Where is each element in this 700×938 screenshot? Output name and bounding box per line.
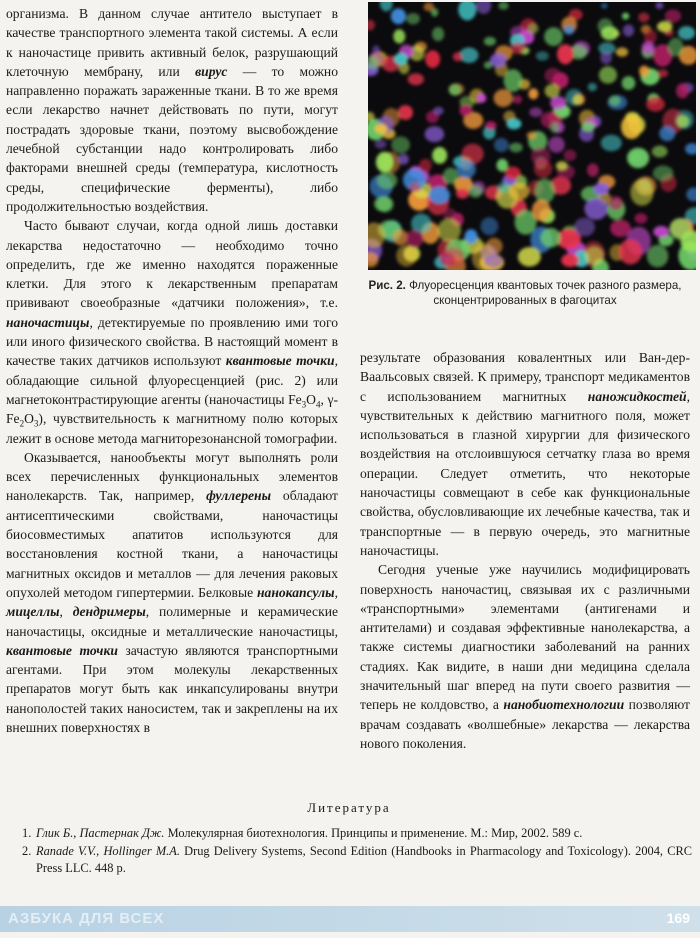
fluorescent-cell bbox=[424, 2, 435, 11]
fluorescent-cell bbox=[529, 107, 542, 117]
keyword: квантовые точки bbox=[225, 353, 335, 369]
fluorescent-cell bbox=[409, 182, 421, 192]
fluorescent-cell bbox=[550, 122, 560, 133]
fluorescent-cell bbox=[509, 143, 522, 153]
fluorescent-cell bbox=[572, 95, 581, 106]
fluorescence-micrograph bbox=[368, 2, 696, 270]
fluorescent-cell bbox=[638, 13, 649, 23]
fluorescent-cell bbox=[601, 3, 607, 9]
fluorescent-cell bbox=[584, 198, 608, 220]
fluorescent-cell bbox=[484, 37, 496, 46]
fluorescent-cell bbox=[391, 136, 410, 153]
figure-caption: Рис. 2. Флуоресценция квантовых точек разного размера, сконцентрированных в фагоцитах bbox=[368, 279, 682, 307]
fluorescent-cell bbox=[443, 168, 458, 185]
fluorescent-cell bbox=[557, 44, 574, 64]
fluorescent-cell bbox=[540, 228, 560, 248]
keyword: фуллерены bbox=[206, 488, 271, 504]
fluorescent-cell bbox=[545, 84, 560, 98]
reference-item: 2. Ranade V.V., Hollinger M.A. Drug Delivery Systems, Second Edition (Handbooks in Pharmacology and Toxicology). 2004, CRC Press LLC. 448 p. bbox=[22, 844, 693, 875]
fluorescent-cell bbox=[449, 84, 462, 96]
fluorescent-cell bbox=[459, 47, 478, 63]
fluorescent-cell bbox=[510, 42, 525, 54]
fluorescent-cell bbox=[574, 218, 595, 237]
keyword: наночастицы bbox=[6, 314, 90, 330]
figure-2 bbox=[360, 2, 690, 308]
reference-item: 1. Глик Б., Пастернак Дж. Молекулярная биотехнология. Принципы и применение. М.: Мир, 2002. 589 с. bbox=[22, 826, 583, 840]
fluorescent-cell bbox=[509, 182, 530, 200]
fluorescent-cell bbox=[556, 161, 568, 170]
fluorescent-cell bbox=[527, 23, 538, 34]
fluorescent-cell bbox=[593, 183, 609, 195]
fluorescent-cell bbox=[490, 53, 507, 67]
keyword: мицеллы bbox=[6, 604, 60, 620]
fluorescent-cell bbox=[406, 230, 424, 248]
fluorescent-cell bbox=[544, 27, 563, 46]
fluorescent-cell bbox=[432, 27, 444, 41]
fluorescent-cell bbox=[391, 8, 406, 24]
figure-label: Рис. 2. bbox=[368, 279, 406, 292]
fluorescent-cell bbox=[527, 132, 537, 140]
references-heading: Литература bbox=[307, 800, 391, 815]
fluorescent-cell bbox=[494, 138, 509, 152]
left-text-column bbox=[6, 4, 338, 737]
fluorescent-cell bbox=[639, 66, 649, 77]
fluorescent-cell bbox=[657, 21, 672, 32]
fluorescent-cell bbox=[600, 51, 612, 64]
fluorescent-cell bbox=[635, 213, 648, 224]
fluorescent-cell bbox=[477, 94, 487, 103]
fluorescent-cell bbox=[588, 83, 597, 92]
fluorescent-cell bbox=[456, 160, 475, 179]
fluorescent-cell bbox=[623, 24, 634, 36]
fluorescent-cell bbox=[485, 121, 496, 130]
fluorescent-cell bbox=[534, 179, 555, 204]
fluorescent-cell bbox=[375, 124, 388, 134]
fluorescent-cell bbox=[425, 126, 445, 142]
fluorescent-cell bbox=[653, 226, 669, 238]
fluorescent-cell bbox=[622, 76, 636, 90]
fluorescent-cell bbox=[398, 105, 413, 120]
fluorescent-cell bbox=[398, 154, 409, 165]
fluorescent-cell bbox=[548, 136, 564, 152]
fluorescent-cell bbox=[531, 147, 551, 166]
fluorescent-cell bbox=[647, 245, 668, 268]
fluorescent-cell bbox=[459, 104, 472, 116]
fluorescent-cell bbox=[609, 196, 623, 210]
fluorescent-cell bbox=[406, 13, 420, 24]
fluorescent-cell bbox=[677, 115, 690, 128]
fluorescent-cell bbox=[627, 148, 649, 168]
fluorescent-cell bbox=[561, 254, 579, 267]
fluorescent-cell bbox=[528, 88, 538, 99]
fluorescent-cell bbox=[599, 66, 617, 83]
fluorescent-cell bbox=[653, 166, 674, 182]
fluorescent-cell bbox=[518, 247, 541, 267]
paragraph: Оказывается, нанообъекты могут выполнять роли всех перечисленных функциональных элементов нанолекарств. Так, например, фуллерены обладают антисептическими свойствами, наночастицы биосовместимых апатитов используются для восстановления костной ткани, а наночастицы магнитных оксидов и металлов — для лечения раковых опухолей методом гипертермии. Белковые нанокапсулы, мицеллы, дендримеры, полимерные и керамические наночастицы, оксидные и металлические наночастицы, квантовые точки зачастую являются транспортными агентами. При этом молекулы лекарственных препаратов могут быть как инкапсулированы внутри нанополостей таких наносистем, так и закреплены на их внешних поверхностях в bbox=[6, 449, 338, 735]
fluorescent-cell bbox=[469, 185, 483, 198]
paragraph: организма. В данном случае антитело выступает в качестве транспортного элемента такой системы. А если к наночастице привить активный белок, разрушающий клеточную мембрану, или вирус — то можно направленно поражать зараженные ткани. В то же время если лекарство начнет действовать по пути, могут пострадать здоровые ткани, поэтому высвобождение лечебной субстанции надо контролировать либо факторами внешней среды (температура, кислотность среды, специфические ферменты), либо продолжительностью воздействия. bbox=[6, 6, 338, 214]
fluorescent-cell bbox=[513, 95, 522, 104]
fluorescent-cell bbox=[433, 107, 443, 115]
fluorescent-cell bbox=[668, 38, 684, 57]
keyword: нанобиотехнологии bbox=[503, 697, 625, 713]
fluorescent-cell bbox=[642, 41, 655, 55]
keyword: квантовые точки bbox=[6, 642, 118, 658]
fluorescent-cell bbox=[601, 135, 622, 152]
fluorescent-cell bbox=[465, 229, 478, 243]
fluorescent-cell bbox=[425, 50, 440, 68]
fluorescent-cell bbox=[619, 239, 643, 264]
fluorescent-cell bbox=[656, 2, 664, 9]
paragraph: результате образования ковалентных или Ван-дер-Ваальсовых связей. К примеру, транспорт медикаментов с использованием магнитных наножидкостей, чувствительных к действию магнитного поля, может использоваться в глазной хирургии для физического воздействия на отслоившуюся сетчатку глаза во время операции. Следует отметить, что некоторые наночастицы совмещают в себе как функциональные свойства, обусловливающие их лечебные качества, так и транспортные — в первую очередь, это магнитные наночастицы. bbox=[360, 350, 690, 558]
fluorescent-cell bbox=[453, 52, 463, 61]
fluorescent-cell bbox=[505, 167, 521, 180]
fluorescent-cell bbox=[585, 246, 604, 265]
footer-bar bbox=[0, 906, 700, 932]
fluorescent-cell bbox=[439, 252, 455, 267]
fluorescent-cell bbox=[564, 150, 577, 161]
fluorescent-cell bbox=[550, 96, 566, 109]
fluorescent-cell bbox=[659, 126, 675, 141]
section-title: АЗБУКА ДЛЯ ВСЕХ bbox=[8, 910, 165, 927]
page-number: 169 bbox=[666, 910, 690, 926]
fluorescent-cell bbox=[678, 26, 695, 40]
fluorescent-cell bbox=[494, 89, 513, 107]
fluorescent-cell bbox=[396, 245, 417, 267]
fluorescent-cell bbox=[587, 163, 599, 177]
fluorescent-cell bbox=[609, 96, 621, 107]
fluorescent-cell bbox=[432, 147, 447, 164]
keyword: нанокапсулы bbox=[256, 584, 335, 600]
fluorescent-cell bbox=[621, 115, 642, 139]
fluorescent-cell bbox=[646, 97, 665, 112]
fluorescent-cell bbox=[408, 73, 424, 85]
paragraph: Часто бывают случаи, когда одной лишь доставки лекарства недостаточно — необходимо точно определить, где же именно находятся пораженные клетки. Для этого к лекарственным препаратам прививают своеобразные «датчики положения», т.е. наночастицы, детектируемые по проявлению ими того или иного физического свойства. В настоящий момент в качестве таких датчиков используют квантовые точки, обладающие сильной флуоресценцией (рис. 2) или магнетоконтрастирующие агенты (наночастицы $Fe_3O_4$, $\gamma-Fe_2O_3$), чувствительность к магнитному полю которых лежит в основе метода магниторезонансной томографии. bbox=[6, 218, 338, 446]
keyword: вирус bbox=[195, 63, 228, 79]
fluorescent-cell bbox=[622, 13, 629, 20]
fluorescent-cell bbox=[564, 25, 575, 35]
fluorescent-cell bbox=[481, 217, 499, 235]
fluorescent-cell bbox=[375, 140, 387, 149]
fluorescent-cell bbox=[393, 229, 409, 245]
fluorescent-cell bbox=[545, 68, 562, 83]
fluorescent-cell bbox=[676, 83, 689, 98]
keyword: наножидкостей bbox=[587, 388, 687, 404]
fluorescent-cell bbox=[394, 53, 408, 65]
fluorescent-cell bbox=[532, 199, 551, 221]
fluorescent-cell bbox=[630, 179, 653, 206]
fluorescent-cell bbox=[581, 122, 595, 132]
fluorescent-cell bbox=[377, 172, 398, 189]
fluorescent-cell bbox=[616, 47, 628, 56]
fluorescent-cell bbox=[376, 152, 394, 173]
fluorescent-cell bbox=[601, 26, 619, 40]
fluorescent-cell bbox=[393, 29, 405, 43]
fluorescent-cell bbox=[536, 51, 549, 60]
fluorescent-cell bbox=[484, 254, 503, 268]
fluorescent-cell bbox=[429, 187, 450, 204]
fluorescent-cell bbox=[456, 188, 469, 198]
fluorescent-cell bbox=[657, 69, 668, 77]
references bbox=[6, 800, 692, 878]
paragraph: Сегодня ученые уже научились модифицировать поверхность наночастиц, связывая их с различными «транспортными» элементами (антигенами и антителами) и создавая эффективные нанолекарства, а также системы диагностики заболеваний на ранних стадиях. Как видите, в наши дни медицина сделала значительный шаг вперед на пути своего развития — теперь не колдовство, а нанобиотехнологии позволяют врачам создавать «волшебные» лекарства — лекарства нового поколения. bbox=[360, 562, 690, 751]
fluorescent-cell bbox=[377, 196, 394, 212]
keyword: дендримеры bbox=[72, 604, 146, 620]
fluorescent-cell bbox=[665, 9, 681, 22]
fluorescent-cell bbox=[437, 218, 461, 242]
fluorescent-cell bbox=[506, 118, 521, 129]
right-text-column bbox=[360, 348, 690, 753]
fluorescent-cell bbox=[652, 146, 668, 158]
